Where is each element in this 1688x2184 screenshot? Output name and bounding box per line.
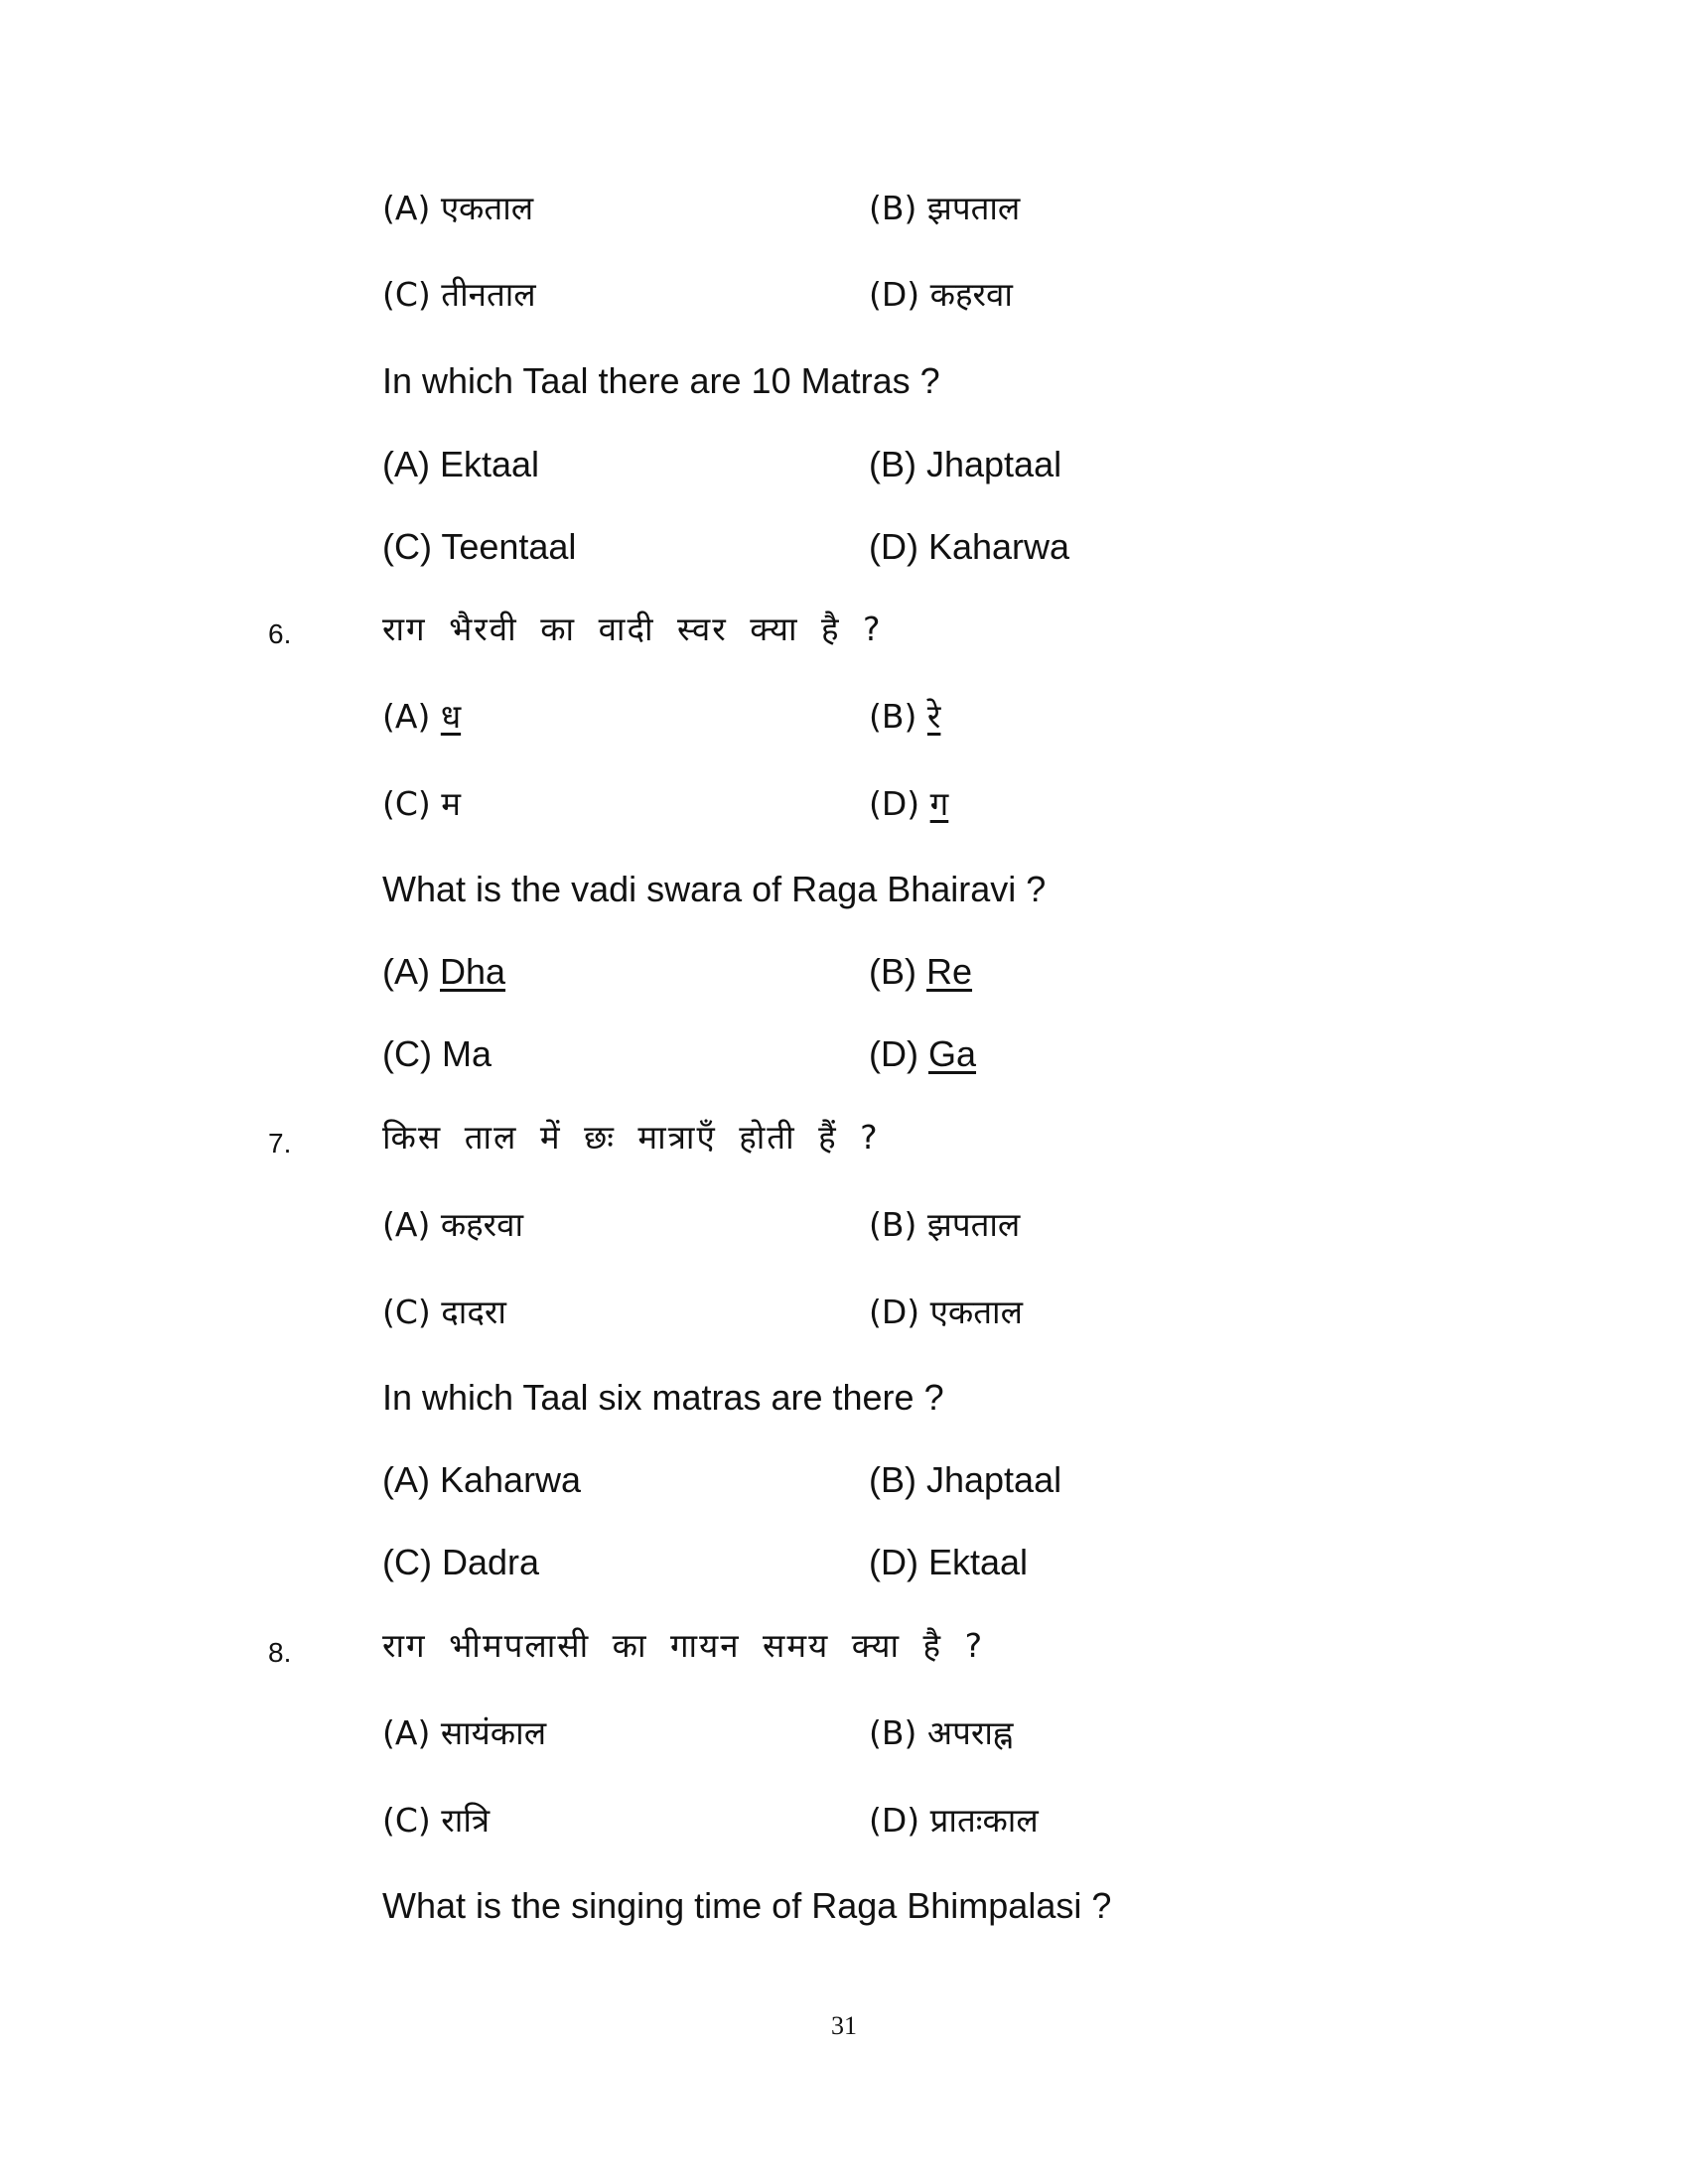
q5-option-a-en: (A) Ektaal	[382, 444, 540, 484]
q6-option-a-hi: (A) ध	[382, 697, 462, 736]
q8-number: 8.	[268, 1637, 292, 1668]
q7-number: 7.	[268, 1128, 292, 1159]
q8-option-a-hi: (A) सायंकाल	[382, 1713, 547, 1752]
q6-option-b-en: (B) Re	[869, 951, 973, 992]
q8-question-hi: राग भीमपलासी का गायन समय क्या है ?	[382, 1626, 985, 1665]
q8-option-b-hi: (B) अपराह्न	[869, 1713, 1014, 1752]
q7-question-en: In which Taal six matras are there ?	[382, 1377, 944, 1418]
q6-option-d-hi: (D) ग	[869, 784, 949, 823]
q6-option-c-en: (C) Ma	[382, 1033, 492, 1074]
q7-option-d-hi: (D) एकताल	[869, 1293, 1023, 1331]
q6-option-c-hi: (C) म	[382, 784, 462, 823]
q5-option-d-en: (D) Kaharwa	[869, 526, 1070, 567]
q7-option-c-hi: (C) दादरा	[382, 1293, 506, 1331]
q7-option-c-en: (C) Dadra	[382, 1542, 540, 1582]
q6-option-a-en: (A) Dha	[382, 951, 506, 992]
q6-number: 6.	[268, 618, 292, 649]
page-number: 31	[831, 2011, 857, 2040]
q8-question-en: What is the singing time of Raga Bhimpalasi ?	[382, 1885, 1112, 1926]
q7-option-a-hi: (A) कहरवा	[382, 1205, 524, 1244]
q6-option-b-hi: (B) रे	[869, 697, 941, 736]
q5-option-a-hi: (A) एकताल	[382, 189, 534, 227]
q7-option-d-en: (D) Ektaal	[869, 1542, 1029, 1582]
q7-option-a-en: (A) Kaharwa	[382, 1459, 582, 1500]
q5-option-d-hi: (D) कहरवा	[869, 275, 1013, 314]
q8-option-d-hi: (D) प्रातःकाल	[869, 1801, 1039, 1840]
q6-question-en: What is the vadi swara of Raga Bhairavi ?	[382, 869, 1047, 909]
q6-question-hi: राग भैरवी का वादी स्वर क्या है ?	[382, 610, 883, 648]
q7-option-b-hi: (B) झपताल	[869, 1205, 1021, 1244]
q5-option-b-en: (B) Jhaptaal	[869, 444, 1062, 484]
q5-option-c-en: (C) Teentaal	[382, 526, 577, 567]
q5-option-c-hi: (C) तीनताल	[382, 275, 536, 314]
q5-question-en: In which Taal there are 10 Matras ?	[382, 360, 940, 401]
q8-option-c-hi: (C) रात्रि	[382, 1801, 491, 1840]
q7-option-b-en: (B) Jhaptaal	[869, 1459, 1062, 1500]
q5-option-b-hi: (B) झपताल	[869, 189, 1021, 227]
q6-option-d-en: (D) Ga	[869, 1033, 977, 1074]
q7-question-hi: किस ताल में छः मात्राएँ होती हैं ?	[382, 1118, 880, 1157]
